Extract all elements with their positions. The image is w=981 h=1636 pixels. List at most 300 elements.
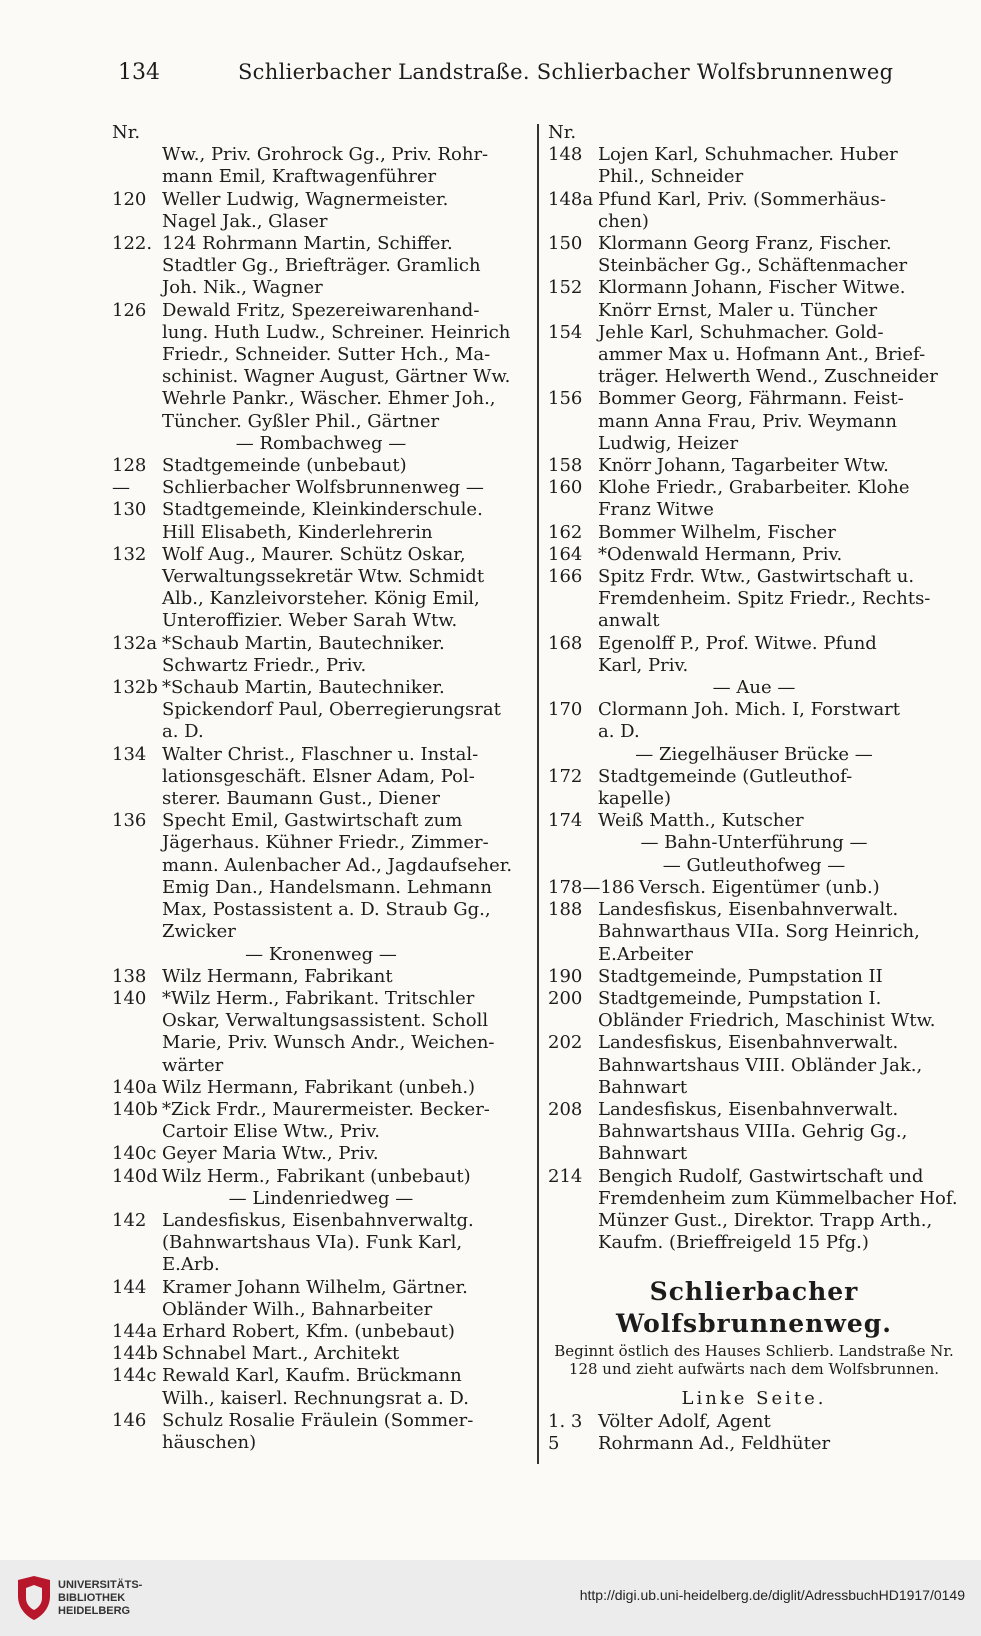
entry-text: lationsgeschäft. Elsner Adam, Pol- bbox=[162, 765, 475, 787]
house-number bbox=[112, 388, 162, 410]
house-number: 154 bbox=[548, 321, 583, 343]
entry-text: Fremdenheim zum Kümmelbacher Hof. bbox=[598, 1187, 958, 1209]
list-item bbox=[112, 655, 530, 677]
list-item bbox=[112, 322, 530, 344]
house-number bbox=[112, 522, 162, 544]
list-item bbox=[548, 300, 960, 322]
entry-text: Jehle Karl, Schuhmacher. Gold- bbox=[598, 321, 884, 343]
house-number: 128 bbox=[112, 455, 147, 477]
list-item bbox=[112, 633, 530, 655]
house-number: 214 bbox=[548, 1165, 583, 1187]
house-number bbox=[548, 788, 598, 810]
page-number: 134 bbox=[118, 60, 160, 85]
list-item bbox=[112, 1166, 530, 1188]
entry-text: Bahnwartshaus VIII. Obländer Jak., bbox=[598, 1054, 923, 1076]
house-number: — bbox=[112, 477, 130, 499]
list-item bbox=[112, 1010, 530, 1032]
entry-text: Lojen Karl, Schuhmacher. Huber bbox=[598, 144, 898, 166]
house-number bbox=[548, 344, 598, 366]
list-item bbox=[112, 544, 530, 566]
house-number bbox=[112, 166, 162, 188]
street-entries bbox=[548, 1411, 960, 1455]
house-number: 132 bbox=[112, 543, 147, 565]
house-number bbox=[548, 721, 598, 743]
entry-text: Fremdenheim. Spitz Friedr., Rechts- bbox=[598, 588, 931, 610]
house-number: 170 bbox=[548, 699, 583, 721]
house-number: 5 bbox=[548, 1432, 560, 1454]
house-number bbox=[548, 411, 598, 433]
entry-text: Stadtgemeinde, Kleinkinderschule. bbox=[162, 499, 483, 521]
list-item bbox=[548, 499, 960, 521]
house-number: 172 bbox=[548, 765, 583, 787]
list-item bbox=[548, 610, 960, 632]
section-divider-line: — Lindenriedweg — bbox=[228, 1187, 414, 1209]
house-number: 160 bbox=[548, 477, 583, 499]
house-number: 146 bbox=[112, 1409, 147, 1431]
house-number: 156 bbox=[548, 388, 583, 410]
entry-text: Münzer Gust., Direktor. Trapp Arth., bbox=[598, 1209, 933, 1231]
nr-label: Nr. bbox=[548, 122, 577, 143]
list-item bbox=[112, 566, 530, 588]
entry-text: Joh. Nik., Wagner bbox=[162, 277, 323, 299]
entry-text: Verwaltungssekretär Wtw. Schmidt bbox=[162, 566, 485, 588]
entry-text: *Schaub Martin, Bautechniker. bbox=[162, 632, 445, 654]
entry-text: Bommer Wilhelm, Fischer bbox=[598, 521, 836, 543]
house-number bbox=[548, 1188, 598, 1210]
list-item bbox=[112, 766, 530, 788]
house-number bbox=[112, 1254, 162, 1276]
house-number bbox=[112, 899, 162, 921]
left-entries bbox=[112, 144, 530, 1454]
left-column bbox=[112, 122, 530, 1454]
entry-text: Specht Emil, Gastwirtschaft zum bbox=[162, 810, 463, 832]
entry-text: (Bahnwartshaus VIa). Funk Karl, bbox=[162, 1232, 463, 1254]
entry-text: Erhard Robert, Kfm. (unbebaut) bbox=[162, 1320, 455, 1342]
entry-text: Klormann Georg Franz, Fischer. bbox=[598, 233, 892, 254]
list-item bbox=[112, 1099, 530, 1121]
list-item bbox=[548, 388, 960, 410]
list-item bbox=[548, 655, 960, 677]
house-number bbox=[548, 433, 598, 455]
list-item bbox=[548, 988, 960, 1010]
entry-text: Kaufm. (Brieffreigeld 15 Pfg.) bbox=[598, 1232, 869, 1254]
list-item bbox=[112, 1254, 530, 1276]
list-item bbox=[112, 966, 530, 988]
entry-text: Emig Dan., Handelsmann. Lehmann bbox=[162, 876, 492, 898]
entry-text: kapelle) bbox=[598, 788, 672, 810]
entry-text: Bengich Rudolf, Gastwirtschaft und bbox=[598, 1165, 924, 1187]
entry-text: Geyer Maria Wtw., Priv. bbox=[162, 1143, 379, 1165]
list-item bbox=[548, 1077, 960, 1099]
list-item bbox=[548, 721, 960, 743]
library-name-line3: HEIDELBERG bbox=[58, 1605, 131, 1617]
list-item bbox=[548, 433, 960, 455]
entry-text: Stadtgemeinde, Pumpstation II bbox=[598, 965, 883, 987]
house-number bbox=[548, 921, 598, 943]
list-item bbox=[112, 411, 530, 433]
entry-text: Rohrmann Ad., Feldhüter bbox=[598, 1432, 831, 1454]
entry-text: schinist. Wagner August, Gärtner Ww. bbox=[162, 366, 511, 388]
section-divider-line: — Kronenweg — bbox=[245, 943, 397, 965]
entry-text: mann. Aulenbacher Ad., Jagdaufseher. bbox=[162, 854, 513, 876]
house-number: 208 bbox=[548, 1098, 583, 1120]
house-number bbox=[112, 1299, 162, 1321]
section-divider-line: — Rombachweg — bbox=[235, 432, 407, 454]
entry-text: Bahnwart bbox=[598, 1143, 688, 1165]
house-number: 174 bbox=[548, 810, 583, 832]
house-number: 140d bbox=[112, 1165, 158, 1187]
list-item bbox=[112, 899, 530, 921]
list-item bbox=[548, 255, 960, 277]
entry-text: Völter Adolf, Agent bbox=[598, 1410, 771, 1432]
list-item bbox=[548, 699, 960, 721]
list-item bbox=[548, 166, 960, 188]
house-number bbox=[548, 1143, 598, 1165]
house-number: 164 bbox=[548, 543, 583, 565]
entry-text: Schnabel Mart., Architekt bbox=[162, 1343, 400, 1365]
house-number: 132a bbox=[112, 632, 158, 654]
house-number bbox=[548, 1055, 598, 1077]
entry-text: chen) bbox=[598, 210, 649, 232]
entry-text: Ludwig, Heizer bbox=[598, 432, 739, 454]
list-item bbox=[112, 721, 530, 743]
entry-text: Schulz Rosalie Fräulein (Sommer- bbox=[162, 1409, 474, 1431]
list-item bbox=[112, 1343, 530, 1365]
house-number bbox=[112, 766, 162, 788]
entry-text: Steinbächer Gg., Schäftenmacher bbox=[598, 255, 908, 277]
list-item bbox=[112, 744, 530, 766]
entry-text: mann Emil, Kraftwagenführer bbox=[162, 166, 437, 188]
entry-text: 124 Rohrmann Martin, Schiffer. bbox=[162, 233, 453, 254]
list-item bbox=[548, 455, 960, 477]
house-number: 188 bbox=[548, 899, 583, 921]
list-item bbox=[548, 1099, 960, 1121]
house-number bbox=[548, 1210, 598, 1232]
entry-text: Knörr Ernst, Maler u. Tüncher bbox=[598, 299, 878, 321]
house-number: 148a bbox=[548, 188, 594, 210]
entry-text: Schlierbacher Wolfsbrunnenweg — bbox=[162, 477, 484, 499]
house-number bbox=[112, 1010, 162, 1032]
entry-text: lung. Huth Ludw., Schreiner. Heinrich bbox=[162, 321, 511, 343]
entry-text: E.Arbeiter bbox=[598, 943, 693, 965]
entry-text: Unteroffizier. Weber Sarah Wtw. bbox=[162, 610, 458, 632]
library-name-line2: BIBLIOTHEK bbox=[58, 1592, 126, 1604]
house-number: 144b bbox=[112, 1343, 158, 1365]
list-item bbox=[112, 144, 530, 166]
entry-text: Weiß Matth., Kutscher bbox=[598, 810, 804, 832]
list-item bbox=[548, 1032, 960, 1054]
side-heading: Linke Seite. bbox=[681, 1388, 827, 1410]
house-number bbox=[112, 699, 162, 721]
entry-text: häuschen) bbox=[162, 1431, 257, 1453]
list-item bbox=[548, 966, 960, 988]
list-item bbox=[548, 344, 960, 366]
list-item bbox=[112, 877, 530, 899]
entry-text: sterer. Baumann Gust., Diener bbox=[162, 788, 441, 810]
entry-text: mann Anna Frau, Priv. Weymann bbox=[598, 410, 897, 432]
entry-text: Wilz Hermann, Fabrikant (unbeh.) bbox=[162, 1076, 476, 1098]
house-number: 140c bbox=[112, 1143, 157, 1165]
list-item bbox=[112, 233, 530, 255]
house-number bbox=[112, 655, 162, 677]
list-item bbox=[112, 788, 530, 810]
entry-text: ammer Max u. Hofmann Ant., Brief- bbox=[598, 344, 926, 366]
house-number bbox=[112, 211, 162, 233]
list-item bbox=[548, 144, 960, 166]
entry-text: Knörr Johann, Tagarbeiter Wtw. bbox=[598, 455, 889, 477]
entry-text: E.Arb. bbox=[162, 1254, 220, 1276]
list-item bbox=[548, 277, 960, 299]
entry-text: Schwartz Friedr., Priv. bbox=[162, 654, 367, 676]
house-number: 152 bbox=[548, 277, 583, 299]
entry-text: Obländer Friedrich, Maschinist Wtw. bbox=[598, 1010, 936, 1032]
house-number: 138 bbox=[112, 965, 147, 987]
running-head: Schlierbacher Landstraße. Schlierbacher Wolfsbrunnenweg bbox=[238, 60, 894, 84]
list-item bbox=[112, 855, 530, 877]
entry-text: wärter bbox=[162, 1054, 224, 1076]
house-number bbox=[548, 1077, 598, 1099]
list-item bbox=[548, 633, 960, 655]
footer-bar bbox=[0, 1560, 981, 1636]
entry-text: a. D. bbox=[162, 721, 204, 743]
house-number bbox=[112, 411, 162, 433]
house-number bbox=[548, 300, 598, 322]
house-number bbox=[112, 1232, 162, 1254]
list-item bbox=[548, 566, 960, 588]
list-item bbox=[112, 610, 530, 632]
house-number bbox=[112, 1032, 162, 1054]
house-number bbox=[548, 166, 598, 188]
house-number: 144a bbox=[112, 1320, 158, 1342]
library-name-line1: UNIVERSITÄTS- bbox=[58, 1579, 143, 1591]
list-item bbox=[548, 1010, 960, 1032]
entry-text: Karl, Priv. bbox=[598, 654, 689, 676]
entry-text: Wilz Hermann, Fabrikant bbox=[162, 965, 393, 987]
house-number bbox=[112, 566, 162, 588]
entry-text: Cartoir Elise Wtw., Priv. bbox=[162, 1121, 380, 1143]
list-item bbox=[112, 1277, 530, 1299]
house-number: 150 bbox=[548, 233, 583, 254]
house-number: 168 bbox=[548, 632, 583, 654]
house-number: 166 bbox=[548, 566, 583, 588]
entry-text: Marie, Priv. Wunsch Andr., Weichen- bbox=[162, 1032, 495, 1054]
entry-text: Zwicker bbox=[162, 921, 236, 943]
house-number: 144c bbox=[112, 1365, 157, 1387]
list-item bbox=[112, 588, 530, 610]
house-number bbox=[112, 832, 162, 854]
list-item bbox=[112, 522, 530, 544]
house-number: 140b bbox=[112, 1098, 158, 1120]
entry-text: *Zick Frdr., Maurermeister. Becker- bbox=[162, 1098, 490, 1120]
list-item bbox=[548, 189, 960, 211]
entry-text: Landesfiskus, Eisenbahnverwaltg. bbox=[162, 1209, 474, 1231]
house-number: 148 bbox=[548, 144, 583, 166]
library-name bbox=[58, 1579, 142, 1618]
house-number bbox=[548, 1121, 598, 1143]
house-number: 132b bbox=[112, 677, 158, 699]
section-divider-line: — Aue — bbox=[712, 677, 796, 699]
house-number bbox=[112, 277, 162, 299]
house-number bbox=[548, 366, 598, 388]
list-item bbox=[112, 277, 530, 299]
house-number bbox=[112, 721, 162, 743]
house-number bbox=[548, 655, 598, 677]
house-number bbox=[548, 588, 598, 610]
entry-text: Wolf Aug., Maurer. Schütz Oskar, bbox=[162, 543, 466, 565]
house-number bbox=[548, 944, 598, 966]
list-item bbox=[548, 921, 960, 943]
entry-text: Weller Ludwig, Wagnermeister. bbox=[162, 188, 449, 210]
entry-text: Egenolff P., Prof. Witwe. Pfund bbox=[598, 632, 877, 654]
list-item bbox=[112, 1143, 530, 1165]
list-item bbox=[548, 1121, 960, 1143]
list-item bbox=[112, 699, 530, 721]
house-number: 134 bbox=[112, 743, 147, 765]
house-number bbox=[548, 610, 598, 632]
house-number: 122. bbox=[112, 233, 153, 254]
house-number bbox=[112, 1388, 162, 1410]
list-item bbox=[112, 1121, 530, 1143]
list-item bbox=[548, 1188, 960, 1210]
entry-text: *Schaub Martin, Bautechniker. bbox=[162, 677, 445, 699]
house-number bbox=[548, 1010, 598, 1032]
entry-text: Friedr., Schneider. Sutter Hch., Ma- bbox=[162, 344, 491, 366]
entry-text: Phil., Schneider bbox=[598, 166, 744, 188]
house-number bbox=[112, 788, 162, 810]
house-number: 158 bbox=[548, 455, 583, 477]
list-item bbox=[548, 588, 960, 610]
section-divider-line: — Ziegelhäuser Brücke — bbox=[635, 743, 873, 765]
entry-text: Hill Elisabeth, Kinderlehrerin bbox=[162, 521, 433, 543]
list-item bbox=[548, 233, 960, 255]
house-number bbox=[548, 255, 598, 277]
entry-text: Bahnwarthaus VIIa. Sorg Heinrich, bbox=[598, 921, 920, 943]
house-number bbox=[112, 344, 162, 366]
list-item bbox=[112, 1410, 530, 1432]
entry-text: Wehrle Pankr., Wäscher. Ehmer Joh., bbox=[162, 388, 496, 410]
list-item bbox=[112, 300, 530, 322]
entry-text: Bommer Georg, Fährmann. Feist- bbox=[598, 388, 904, 410]
entry-text: Clormann Joh. Mich. I, Forstwart bbox=[598, 699, 901, 721]
list-item bbox=[548, 1411, 960, 1433]
list-item bbox=[112, 1432, 530, 1454]
house-number bbox=[112, 921, 162, 943]
list-item bbox=[112, 832, 530, 854]
house-number bbox=[112, 322, 162, 344]
list-item bbox=[112, 366, 530, 388]
entry-text: Rewald Karl, Kaufm. Brückmann bbox=[162, 1365, 462, 1387]
entry-text: Nagel Jak., Glaser bbox=[162, 210, 328, 232]
list-item bbox=[112, 1299, 530, 1321]
entry-text: Klormann Johann, Fischer Witwe. bbox=[598, 277, 906, 299]
nr-label: Nr. bbox=[112, 122, 141, 143]
list-item bbox=[548, 1143, 960, 1165]
list-item bbox=[548, 899, 960, 921]
entry-text: Wilh., kaiserl. Rechnungsrat a. D. bbox=[162, 1387, 469, 1409]
house-number: 200 bbox=[548, 987, 583, 1009]
entry-text: Max, Postassistent a. D. Straub Gg., bbox=[162, 899, 491, 921]
house-number: 136 bbox=[112, 810, 147, 832]
university-library-logo-icon bbox=[14, 1576, 54, 1620]
entry-text: Klohe Friedr., Grabarbeiter. Klohe bbox=[598, 477, 910, 499]
entry-text: Spitz Frdr. Wtw., Gastwirtschaft u. bbox=[598, 566, 915, 588]
house-number: 178—186 bbox=[548, 876, 635, 898]
list-item bbox=[112, 1388, 530, 1410]
house-number bbox=[548, 211, 598, 233]
list-item bbox=[548, 211, 960, 233]
house-number: 142 bbox=[112, 1209, 147, 1231]
list-item bbox=[548, 1210, 960, 1232]
house-number: 144 bbox=[112, 1276, 147, 1298]
list-item bbox=[112, 166, 530, 188]
column-divider bbox=[537, 124, 539, 1464]
list-item bbox=[548, 788, 960, 810]
house-number bbox=[548, 499, 598, 521]
entry-text: Franz Witwe bbox=[598, 499, 714, 521]
list-item bbox=[112, 455, 530, 477]
page-header bbox=[118, 60, 960, 96]
entry-text: Oskar, Verwaltungsassistent. Scholl bbox=[162, 1010, 489, 1032]
entry-text: Stadtler Gg., Briefträger. Gramlich bbox=[162, 255, 481, 277]
list-item bbox=[548, 1232, 960, 1254]
entry-text: Obländer Wilh., Bahnarbeiter bbox=[162, 1298, 433, 1320]
list-item bbox=[112, 1032, 530, 1054]
list-item bbox=[548, 477, 960, 499]
house-number: 140a bbox=[112, 1076, 158, 1098]
entry-text: Stadtgemeinde (unbebaut) bbox=[162, 455, 407, 477]
house-number bbox=[112, 1121, 162, 1143]
house-number: 162 bbox=[548, 521, 583, 543]
entry-text: Pfund Karl, Priv. (Sommerhäus- bbox=[598, 188, 886, 210]
list-item bbox=[112, 677, 530, 699]
house-number bbox=[112, 144, 162, 166]
source-url-link[interactable]: http://digi.ub.uni-heidelberg.de/diglit/AdressbuchHD1917/0149 bbox=[579, 1587, 965, 1603]
house-number: 120 bbox=[112, 188, 147, 210]
list-item bbox=[548, 877, 960, 899]
list-item bbox=[112, 255, 530, 277]
house-number bbox=[112, 588, 162, 610]
section-divider-line: — Bahn-Unterführung — bbox=[640, 832, 868, 854]
entry-text: Stadtgemeinde, Pumpstation I. bbox=[598, 987, 882, 1009]
list-item bbox=[112, 189, 530, 211]
list-item bbox=[112, 1365, 530, 1387]
entry-text: Wilz Herm., Fabrikant (unbebaut) bbox=[162, 1165, 471, 1187]
list-item bbox=[112, 810, 530, 832]
house-number: 190 bbox=[548, 965, 583, 987]
list-item bbox=[112, 499, 530, 521]
right-column bbox=[548, 122, 960, 1455]
list-item bbox=[112, 388, 530, 410]
list-item bbox=[112, 921, 530, 943]
house-number bbox=[112, 255, 162, 277]
list-item bbox=[548, 522, 960, 544]
house-number: 140 bbox=[112, 987, 147, 1009]
entry-text: Versch. Eigentümer (unb.) bbox=[638, 876, 880, 898]
list-item bbox=[112, 344, 530, 366]
street-title: Schlierbacher Wolfsbrunnenweg. bbox=[616, 1277, 892, 1339]
entry-text: Walter Christ., Flaschner u. Instal- bbox=[162, 743, 479, 765]
entry-text: *Odenwald Hermann, Priv. bbox=[598, 543, 843, 565]
list-item bbox=[112, 1232, 530, 1254]
house-number bbox=[112, 1432, 162, 1454]
entry-text: *Wilz Herm., Fabrikant. Tritschler bbox=[162, 987, 475, 1009]
house-number bbox=[548, 1232, 598, 1254]
list-item bbox=[112, 477, 530, 499]
house-number: 1. 3 bbox=[548, 1410, 583, 1432]
house-number: 130 bbox=[112, 499, 147, 521]
list-item bbox=[548, 322, 960, 344]
list-item bbox=[112, 1210, 530, 1232]
